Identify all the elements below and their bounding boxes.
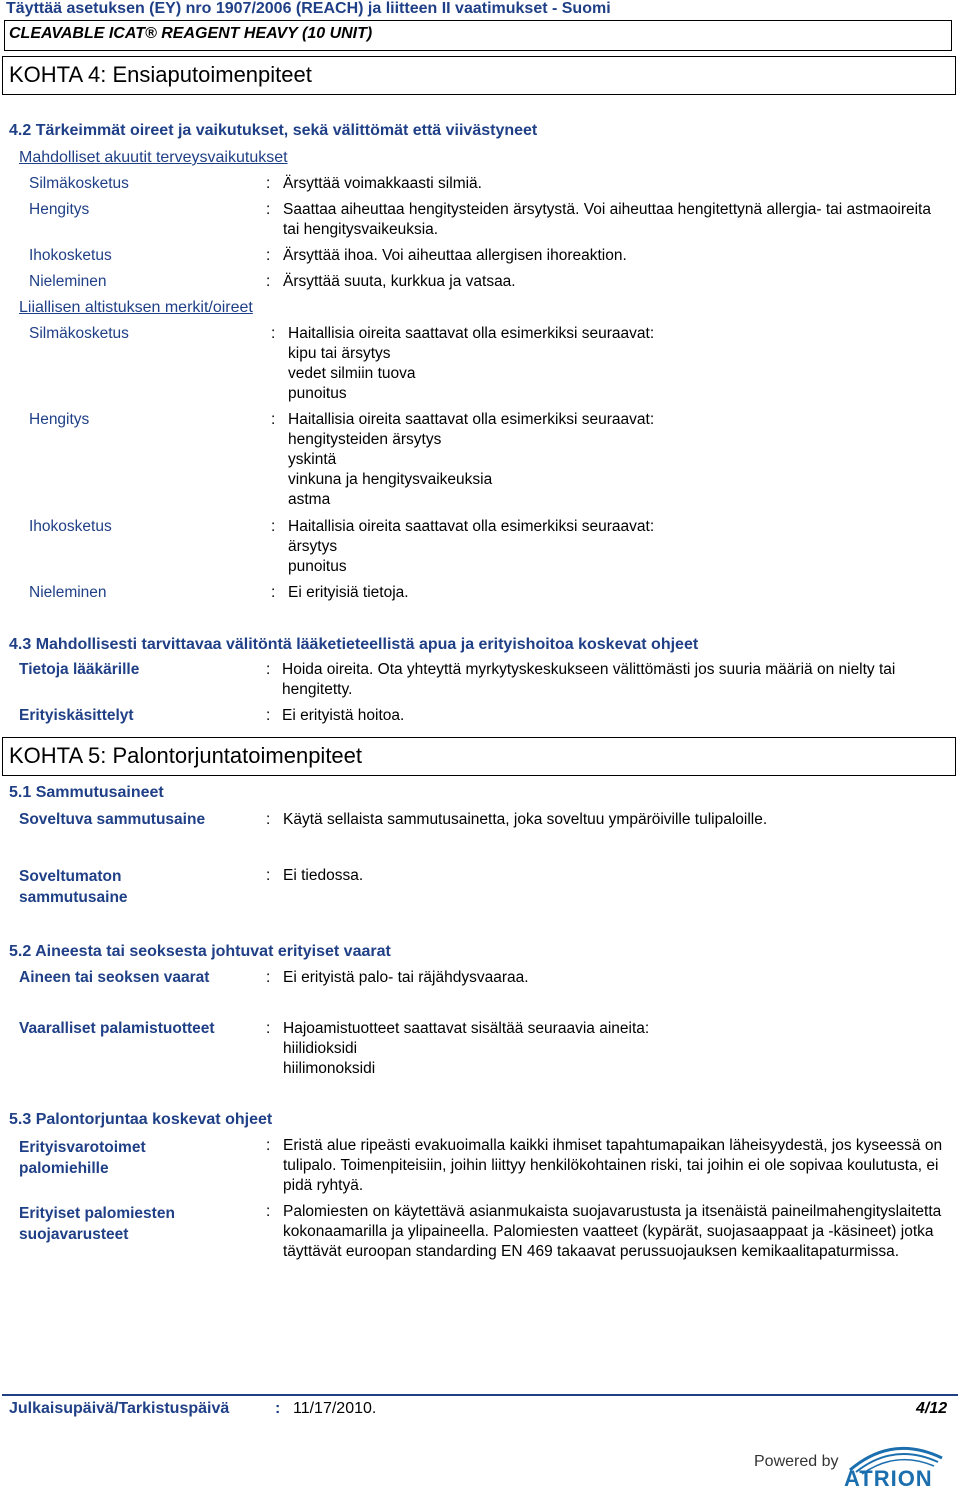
firefighter-equipment-value: Palomiesten on käytettävä asianmukaista suojavarustusta ja itsenäistä paineilmahengityslaitetta kokonaamarilla ja ylipaineella. Palomiesten vaatteet (kypärät, suojasaappaat ja -käsineet) jotka täyttävät euroopan standarding EN 469 takaavat perussuojauksen kemikaalitapaturmissa. [283, 1203, 942, 1260]
acute-inhalation-label: Hengitys [29, 201, 90, 218]
colon: : [266, 661, 271, 678]
colon: : [266, 1137, 271, 1154]
powered-by-text: Powered by [754, 1453, 839, 1470]
firefighter-equipment-label: Erityiset palomiesten suojavarusteet [19, 1205, 175, 1243]
product-name: CLEAVABLE ICAT® REAGENT HEAVY (10 UNIT) [9, 25, 373, 42]
symptom-line: Haitallisia oireita saattavat olla esimerkiksi seuraavat: [288, 325, 655, 342]
footer-date-label: Julkaisupäivä/Tarkistuspäivä [9, 1400, 230, 1417]
overexposure-ingestion-label: Nieleminen [29, 584, 107, 601]
symptom-line: vedet silmiin tuova [288, 365, 416, 382]
symptom-line: Ei erityisiä tietoja. [288, 584, 409, 601]
symptom-line: punoitus [288, 385, 347, 402]
colon: : [271, 518, 276, 535]
symptom-line: kipu tai ärsytys [288, 345, 391, 362]
acute-ingestion-value: Ärsyttää suuta, kurkkua ja vatsaa. [283, 273, 516, 290]
colon: : [271, 584, 276, 601]
unsuitable-media-label: Soveltumaton sammutusaine [19, 868, 128, 906]
product-name-box [4, 20, 952, 51]
acute-ingestion-label: Nieleminen [29, 273, 107, 290]
colon: : [266, 1020, 271, 1037]
firefighter-precautions-value: Eristä alue ripeästi evakuoimalla kaikki ihmiset tapahtumapaikan läheisyydestä, jos kyseessä on tulipalo. Toimenpiteisiin, joihin liittyy henkilökohtainen riski, tai joihin ei ole sopivaa koulutusta, ei pidä ryhtyä. [283, 1137, 943, 1194]
regulation-title: Täyttää asetuksen (EY) nro 1907/2006 (REACH) ja liitteen II vaatimukset - Suomi [6, 0, 611, 17]
symptom-line: yskintä [288, 451, 337, 468]
suitable-media-value: Käytä sellaista sammutusainetta, joka soveltuu ympäröiville tulipaloille. [283, 811, 768, 828]
unsuitable-media-value: Ei tiedossa. [283, 867, 364, 884]
footer-colon: : [275, 1400, 281, 1417]
symptom-line: hengitysteiden ärsytys [288, 431, 442, 448]
colon: : [266, 867, 271, 884]
combustion-products-label: Vaaralliset palamistuotteet [19, 1020, 215, 1037]
subsection-4-2-title: 4.2 Tärkeimmät oireet ja vaikutukset, sekä välittömät että viivästyneet [9, 122, 538, 139]
powered-by-atrion-logo [752, 1440, 958, 1492]
acute-skin-value: Ärsyttää ihoa. Voi aiheuttaa allergisen ihoreaktion. [283, 247, 627, 264]
special-treatment-label: Erityiskäsittelyt [19, 707, 134, 724]
symptom-line: ärsytys [288, 538, 338, 555]
subsection-5-2-title: 5.2 Aineesta tai seoksesta johtuvat erityiset vaarat [9, 943, 391, 960]
acute-inhalation-value: Saattaa aiheuttaa hengitysteiden ärsytystä. Voi aiheuttaa hengitettynä allergia- tai astmaoireita tai hengitysvaikeuksia. [283, 201, 931, 238]
section-4-title: KOHTA 4: Ensiaputoimenpiteet [9, 62, 312, 87]
section-5-header [2, 737, 956, 776]
colon: : [266, 273, 271, 290]
symptom-line: Haitallisia oireita saattavat olla esimerkiksi seuraavat: [288, 518, 655, 535]
colon: : [266, 175, 271, 192]
overexposure-skin-label: Ihokosketus [29, 518, 112, 535]
atrion-brand-text: ATRION [844, 1466, 933, 1491]
substance-hazards-label: Aineen tai seoksen vaarat [19, 969, 210, 986]
symptom-line: astma [288, 491, 331, 508]
overexposure-eye-label: Silmäkosketus [29, 325, 129, 342]
page-number: 4/12 [916, 1400, 948, 1417]
subsection-5-3-title: 5.3 Palontorjuntaa koskevat ohjeet [9, 1111, 273, 1128]
overexposure-inhalation-label: Hengitys [29, 411, 90, 428]
firefighter-precautions-label: Erityisvarotoimet palomiehille [19, 1139, 146, 1177]
hazard-line: hiilidioksidi [283, 1040, 358, 1057]
footer-rule [2, 1394, 958, 1396]
special-treatment-value: Ei erityistä hoitoa. [282, 707, 405, 724]
footer-date: 11/17/2010. [293, 1400, 377, 1417]
acute-effects-heading: Mahdolliset akuutit terveysvaikutukset [19, 149, 288, 166]
colon: : [266, 969, 271, 986]
colon: : [271, 325, 276, 342]
overexposure-skin-value [288, 517, 948, 577]
section-4-header [2, 56, 956, 95]
overexposure-heading: Liiallisen altistuksen merkit/oireet [19, 299, 253, 316]
colon: : [266, 247, 271, 264]
doctor-notes-value: Hoida oireita. Ota yhteyttä myrkytyskeskukseen välittömästi jos suuria määriä on nielty tai hengitetty. [282, 661, 896, 698]
colon: : [271, 411, 276, 428]
symptom-line: vinkuna ja hengitysvaikeuksia [288, 471, 493, 488]
hazard-line: hiilimonoksidi [283, 1060, 376, 1077]
colon: : [266, 707, 271, 724]
symptom-line: Haitallisia oireita saattavat olla esimerkiksi seuraavat: [288, 411, 655, 428]
overexposure-ingestion-value [288, 583, 948, 603]
colon: : [266, 201, 271, 218]
colon: : [266, 811, 271, 828]
doctor-notes-label: Tietoja lääkärille [19, 661, 140, 678]
subsection-5-1-title: 5.1 Sammutusaineet [9, 784, 164, 801]
symptom-line: punoitus [288, 558, 347, 575]
colon: : [266, 1203, 271, 1220]
subsection-4-3-title: 4.3 Mahdollisesti tarvittavaa välitöntä lääketieteellistä apua ja erityishoitoa koskevat ohjeet [9, 636, 699, 653]
overexposure-eye-value [288, 324, 948, 404]
overexposure-inhalation-value [288, 410, 948, 510]
suitable-media-label: Soveltuva sammutusaine [19, 811, 206, 828]
substance-hazards-value [283, 968, 948, 988]
hazard-line: Hajoamistuotteet saattavat sisältää seuraavia aineita: [283, 1020, 650, 1037]
section-5-title: KOHTA 5: Palontorjuntatoimenpiteet [9, 743, 363, 768]
acute-eye-value: Ärsyttää voimakkaasti silmiä. [283, 175, 482, 192]
acute-skin-label: Ihokosketus [29, 247, 112, 264]
acute-eye-label: Silmäkosketus [29, 175, 129, 192]
hazard-line: Ei erityistä palo- tai räjähdysvaaraa. [283, 969, 529, 986]
combustion-products-value [283, 1019, 948, 1079]
